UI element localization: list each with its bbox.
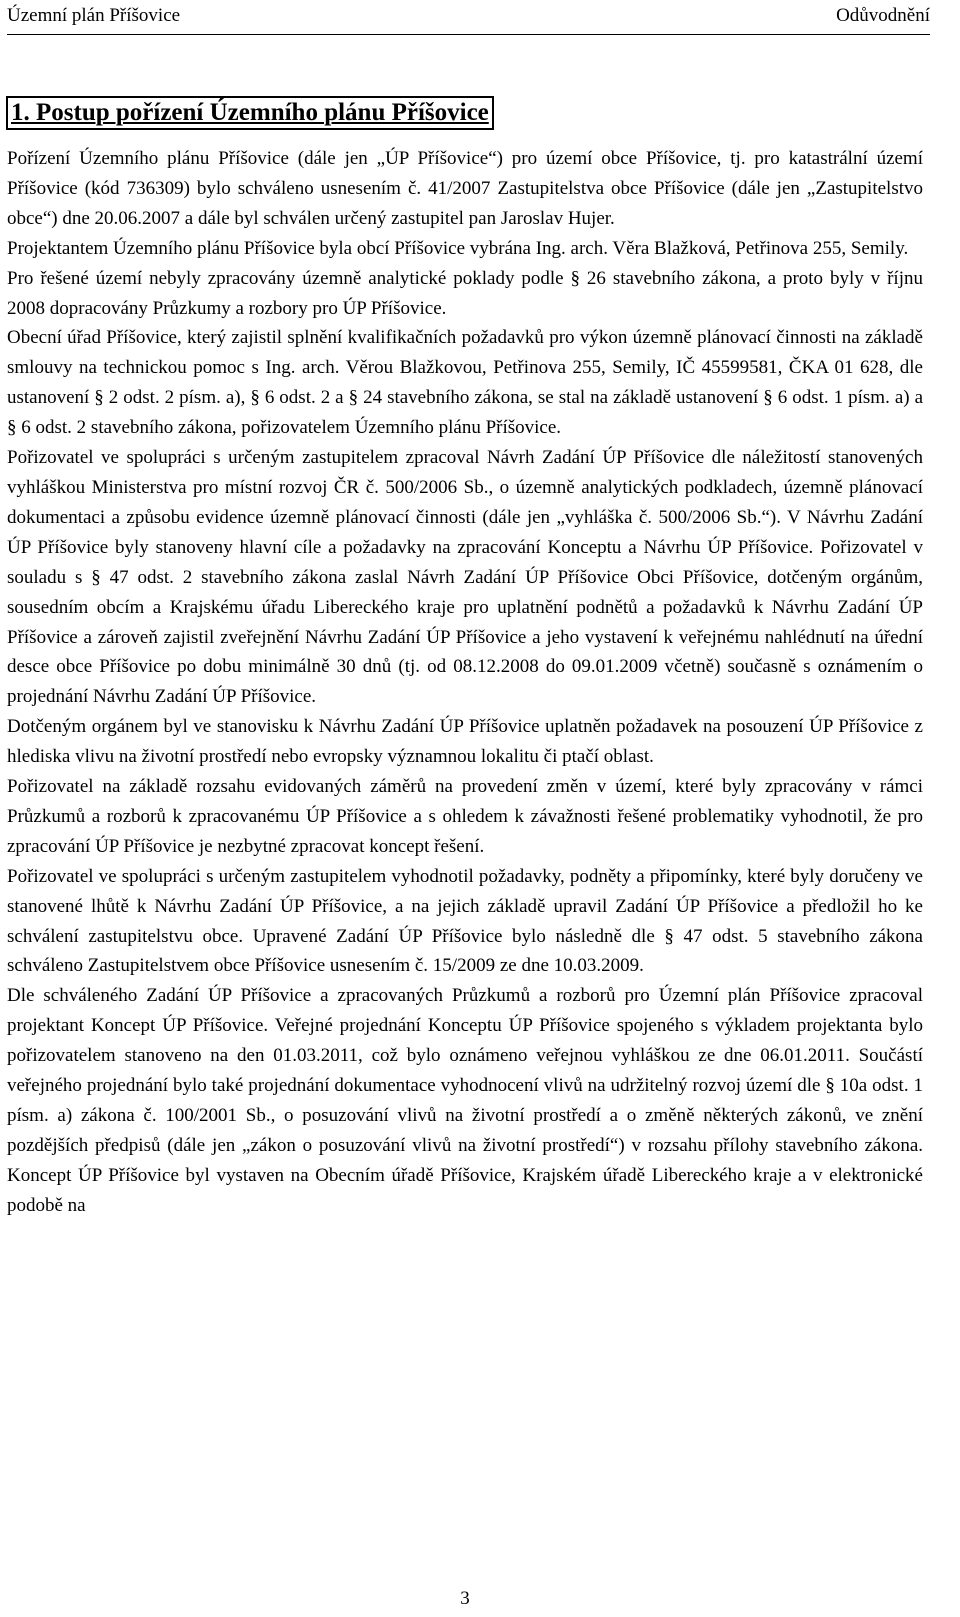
paragraph-1: Pořízení Územního plánu Příšovice (dále jen „ÚP Příšovice“) pro území obce Příšovice, tj. pro katastrální území Příšovice (kód 736309) bylo schváleno usnesením č. 41/2007 Zastupitelstva obce Příšovice (dále jen „Zastupitelstvo obce“) dne 20.06.2007 a dále byl schválen určený zastupitel pan Jaroslav Hujer. bbox=[7, 148, 923, 229]
paragraph-8: Pořizovatel ve spolupráci s určeným zastupitelem vyhodnotil požadavky, podněty a připomínky, které byly doručeny ve stanovené lhůtě k Návrhu Zadání ÚP Příšovice, a na jejich základě upravil Zadání ÚP Příšovice a předložil ho ke schválení zastupitelstvu obce. Upravené Zadání ÚP Příšovice bylo následně dle § 47 odst. 5 stavebního zákona schváleno Zastupitelstvem obce Příšovice usnesením č. 15/2009 ze dne 10.03.2009. bbox=[7, 865, 923, 977]
paragraph-7: Pořizovatel na základě rozsahu evidovaných záměrů na provedení změn v území, které byly zpracovány v rámci Průzkumů a rozborů k zpracovanému ÚP Příšovice a s ohledem k závažnosti řešené problematiky vyhodnotil, že pro zpracování ÚP Příšovice je nezbytné zpracovat koncept řešení. bbox=[7, 776, 923, 857]
paragraph-4: Obecní úřad Příšovice, který zajistil splnění kvalifikačních požadavků pro výkon územně plánovací činnosti na základě smlouvy na technickou pomoc s Ing. arch. Věrou Blažkovou, Petřinova 255, Semily, IČ 45599581, ČKA 01 628, dle ustanovení § 2 odst. 2 písm. a), § 6 odst. 2 a § 24 stavebního zákona, se stal na základě ustanovení § 6 odst. 1 písm. a) a § 6 odst. 2 stavebního zákona, pořizovatelem Územního plánu Příšovice. bbox=[7, 327, 923, 439]
paragraph-6: Dotčeným orgánem byl ve stanovisku k Návrhu Zadání ÚP Příšovice uplatněn požadavek na posouzení ÚP Příšovice z hlediska vlivu na životní prostředí nebo evropsky významnou lokalitu či ptačí oblast. bbox=[7, 716, 923, 768]
page-number: 3 bbox=[460, 1588, 470, 1609]
header-document-title: Územní plán Příšovice bbox=[7, 5, 181, 26]
paragraph-2: Projektantem Územního plánu Příšovice byla obcí Příšovice vybrána Ing. arch. Věra Blažková, Petřinova 255, Semily. bbox=[7, 237, 909, 259]
header-divider bbox=[7, 34, 930, 35]
paragraph-5: Pořizovatel ve spolupráci s určeným zastupitelem zpracoval Návrh Zadání ÚP Příšovice dle náležitostí stanovených vyhláškou Ministerstva pro místní rozvoj ČR č. 500/2006 Sb., o územně analytických podkladech, územně plánovací dokumentaci a způsobu evidence územně plánovací činnosti (dále jen „vyhláška č. 500/2006 Sb.“). V Návrhu Zadání ÚP Příšovice byly stanoveny hlavní cíle a požadavky na zpracování Konceptu a Návrhu ÚP Příšovice. Pořizovatel v souladu s § 47 odst. 2 stavebního zákona zaslal Návrh Zadání ÚP Příšovice Obci Příšovice, dotčeným orgánům, sousedním obcím a Krajskému úřadu Libereckého kraje pro uplatnění podnětů a požadavků k Návrhu Zadání ÚP Příšovice a zároveň zajistil zveřejnění Návrhu Zadání ÚP Příšovice a jeho vystavení k veřejnému nahlédnutí na úřední desce obce Příšovice po dobu minimálně 30 dnů (tj. od 08.12.2008 do 09.01.2009 včetně) současně s oznámením o projednání Návrhu Zadání ÚP Příšovice. bbox=[7, 447, 923, 708]
paragraph-9: Dle schváleného Zadání ÚP Příšovice a zpracovaných Průzkumů a rozborů pro Územní plán Příšovice zpracoval projektant Koncept ÚP Příšovice. Veřejné projednání Konceptu ÚP Příšovice spojeného s výkladem projektanta bylo pořizovatelem stanoveno na den 01.03.2011, což bylo oznámeno veřejnou vyhláškou ze dne 06.01.2011. Součástí veřejného projednání bylo také projednání dokumentace vyhodnocení vlivů na udržitelný rozvoj území dle § 10a odst. 1 písm. a) zákona č. 100/2001 Sb., o posuzování vlivů na životní prostředí a o změně některých zákonů, ve znění pozdějších předpisů (dále jen „zákon o posuzování vlivů na životní prostředí“) v rozsahu přílohy stavebního zákona. Koncept ÚP Příšovice byl vystaven na Obecním úřadě Příšovice, Krajském úřadě Libereckého kraje a v elektronické podobě na bbox=[7, 985, 923, 1216]
header-section-name: Odůvodnění bbox=[836, 5, 930, 26]
paragraph-3: Pro řešené území nebyly zpracovány územně analytické poklady podle § 26 stavebního zákona, a proto byly v říjnu 2008 dopracovány Průzkumy a rozbory pro ÚP Příšovice. bbox=[7, 267, 923, 319]
document-body bbox=[7, 144, 923, 1221]
section-heading: 1. Postup pořízení Územního plánu Příšovice bbox=[6, 96, 494, 130]
page-header bbox=[7, 4, 930, 32]
